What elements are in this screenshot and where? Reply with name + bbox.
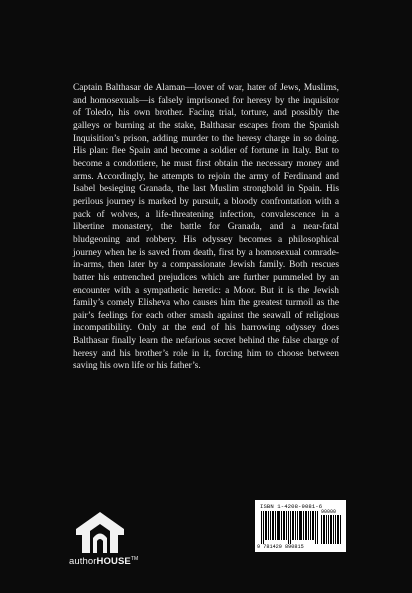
publisher-name <box>69 556 138 567</box>
publisher-name-part1: author <box>69 556 97 567</box>
publisher-name-part2: HOUSE <box>96 556 131 567</box>
isbn-label: ISBN 1-4208-9081-6 <box>260 503 323 510</box>
barcode-block <box>255 500 346 552</box>
price-code: 90000 <box>321 509 337 515</box>
ean-barcode <box>261 511 318 544</box>
authorhouse-house-icon <box>70 509 130 555</box>
ean-number: 9 781420 890815 <box>257 544 304 550</box>
price-addon-barcode <box>321 515 342 544</box>
trademark-mark: TM <box>130 556 139 562</box>
book-blurb: Captain Balthasar de Alaman—lover of war, hater of Jews, Muslims, and homosexuals—is falsely imprisoned for heresy by the inquisitor of Toledo, his own brother. Facing trial, torture, and possibly the galleys or burning at the stake, Balthasar escapes from the Spanish Inquisition’s prison, adding murder to the heresy charge in so doing. His plan: flee Spain and become a soldier of fortune in Italy. But to become a condottiere, he must first obtain the necessary money and arms. Accordingly, he attempts to rejoin the army of Ferdinand and Isabel besieging Granada, the last Muslim stronghold in Spain. His perilous journey is marked by pursuit, a bloody confrontation with a pack of wolves, a life-threatening infection, convalescence in a libertine monastery, the battle for Granada, and a near-fatal bludgeoning and robbery. His odyssey becomes a philosophical journey when he is saved from death, first by a homosexual comrade-in-arms, then later by a compassionate Jewish family. Both rescues batter his entrenched prejudices which are further pummeled by an encounter with a sympathetic heretic: a Moor. But it is the Jewish family’s comely Elisheva who causes him the greatest turmoil as the pair’s feelings for each other smash against the seawall of religious incompatibility. Only at the end of his harrowing odyssey does Balthasar finally learn the nefarious secret behind the false charge of heresy and his brother’s role in it, forcing him to choose between saving his own life or his father’s. <box>73 83 339 372</box>
